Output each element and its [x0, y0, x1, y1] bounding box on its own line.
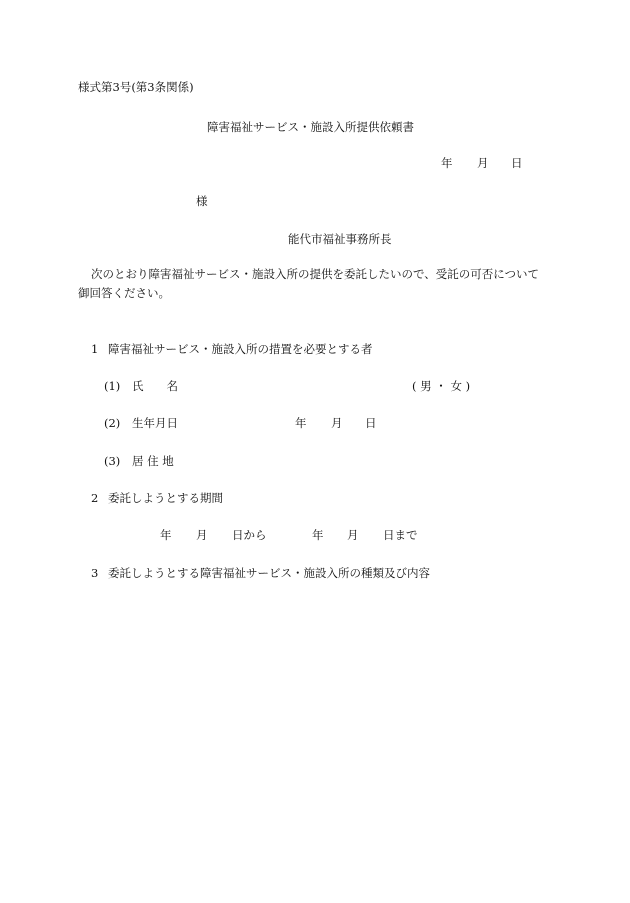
period-to-day: 日まで — [383, 528, 418, 542]
item-2-number: (2) — [104, 416, 121, 430]
intro-paragraph — [78, 265, 553, 303]
intro-line-1: 次のとおり障害福祉サービス・施設入所の提供を委託したいので、受託の可否について — [91, 267, 540, 281]
document-title: 障害福祉サービス・施設入所提供依頼書 — [207, 120, 414, 134]
date-month-label: 月 — [477, 156, 489, 170]
sender-name: 能代市福祉事務所長 — [288, 232, 392, 246]
item-3-number: (3) — [104, 454, 121, 468]
period-to-month: 月 — [347, 528, 359, 542]
section-3-number: 3 — [91, 566, 99, 580]
date-year-label: 年 — [441, 156, 453, 170]
period-from-month: 月 — [196, 528, 208, 542]
period-from-year: 年 — [160, 528, 172, 542]
sex-options: ( 男 ・ 女 ) — [412, 379, 471, 393]
birth-day-label: 日 — [365, 416, 377, 430]
item-3-label: 居 住 地 — [132, 454, 174, 468]
date-day-label: 日 — [511, 156, 523, 170]
period-from-day: 日から — [232, 528, 267, 542]
addressee-honorific: 様 — [196, 194, 208, 208]
item-1-number: (1) — [104, 379, 121, 393]
period-to-year: 年 — [312, 528, 324, 542]
form-number: 様式第3号(第3条関係) — [78, 80, 194, 94]
section-1-heading: 障害福祉サービス・施設入所の措置を必要とする者 — [108, 342, 373, 356]
item-1-label: 氏 名 — [132, 379, 178, 393]
birth-year-label: 年 — [295, 416, 307, 430]
section-3-heading: 委託しようとする障害福祉サービス・施設入所の種類及び内容 — [108, 566, 430, 580]
intro-line-2: 御回答ください。 — [78, 286, 170, 300]
section-2-number: 2 — [91, 491, 99, 505]
section-1-number: 1 — [91, 342, 99, 356]
birth-month-label: 月 — [331, 416, 343, 430]
section-2-heading: 委託しようとする期間 — [108, 491, 223, 505]
item-2-label: 生年月日 — [132, 416, 178, 430]
